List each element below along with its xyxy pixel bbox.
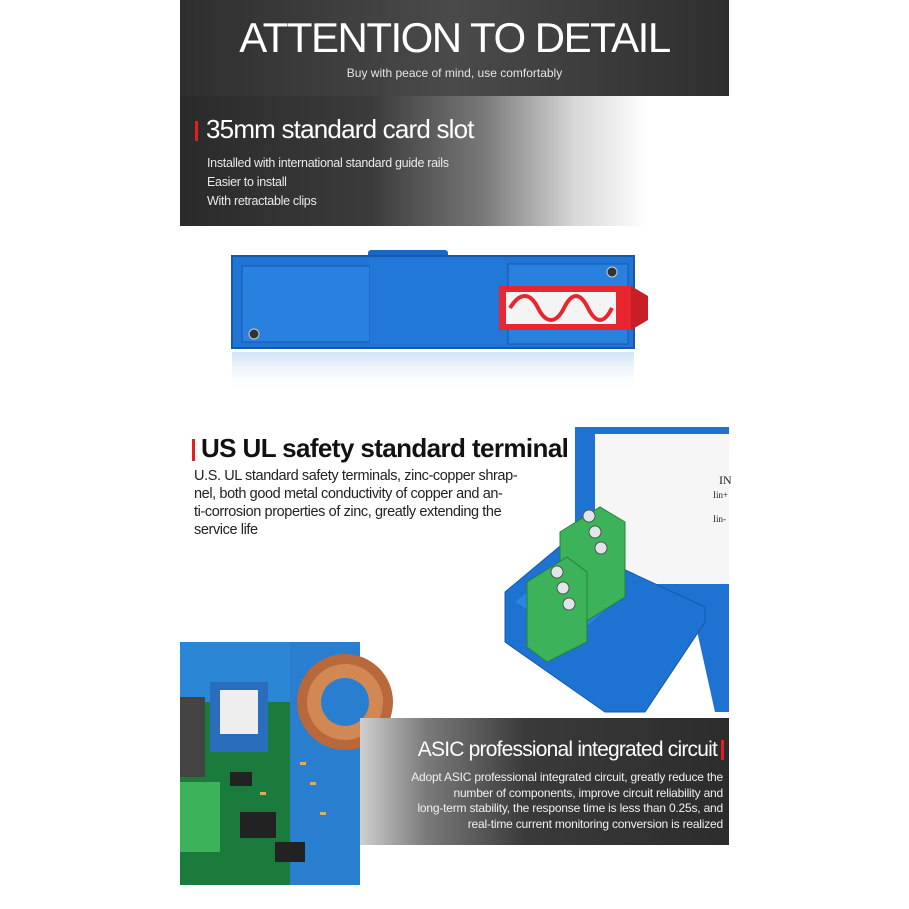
text-line: Adopt ASIC professional integrated circuit, greatly reduce the <box>411 770 723 784</box>
page-title: ATTENTION TO DETAIL <box>239 14 670 61</box>
card-slot-title <box>195 114 474 145</box>
list-item: Installed with international standard guide rails <box>207 156 449 170</box>
din-rail-product-image <box>220 248 690 398</box>
accent-bar <box>721 740 724 760</box>
card-slot-bullets <box>207 154 449 211</box>
header-band <box>180 0 729 96</box>
asic-title <box>418 738 724 762</box>
text-line: number of components, improve circuit reliability and <box>453 785 723 800</box>
card-slot-title-text: 35mm standard card slot <box>206 114 474 144</box>
pcb-circuit-image <box>180 642 360 885</box>
accent-bar <box>192 439 195 461</box>
label-in: IN <box>719 473 732 487</box>
asic-section <box>360 718 729 845</box>
text-line: nel, both good metal conductivity of copper and an- <box>194 486 503 502</box>
text-line: long-term stability, the response time is less than 0.25s, and <box>417 801 723 815</box>
asic-title-text: ASIC professional integrated circuit <box>417 738 717 761</box>
text-line: service life <box>194 522 258 538</box>
list-item: Easier to install <box>207 175 287 189</box>
label-iin-plus: Iin+ <box>713 490 729 500</box>
text-line: real-time current monitoring conversion is realized <box>467 816 723 831</box>
asic-description <box>383 770 723 832</box>
page-subtitle: Buy with peace of mind, use comfortably <box>346 66 563 80</box>
card-slot-section <box>180 96 729 226</box>
terminal-title-text: US UL safety standard terminal <box>201 433 569 463</box>
text-line: U.S. UL standard safety terminals, zinc-copper shrap- <box>194 468 518 484</box>
label-iin-minus: Iin- <box>713 514 726 524</box>
accent-bar <box>195 121 198 141</box>
product-detail-banner <box>180 0 732 909</box>
text-line: ti-corrosion properties of zinc, greatly extending the <box>194 504 502 520</box>
list-item: With retractable clips <box>207 194 317 208</box>
terminal-block-image <box>505 422 732 712</box>
